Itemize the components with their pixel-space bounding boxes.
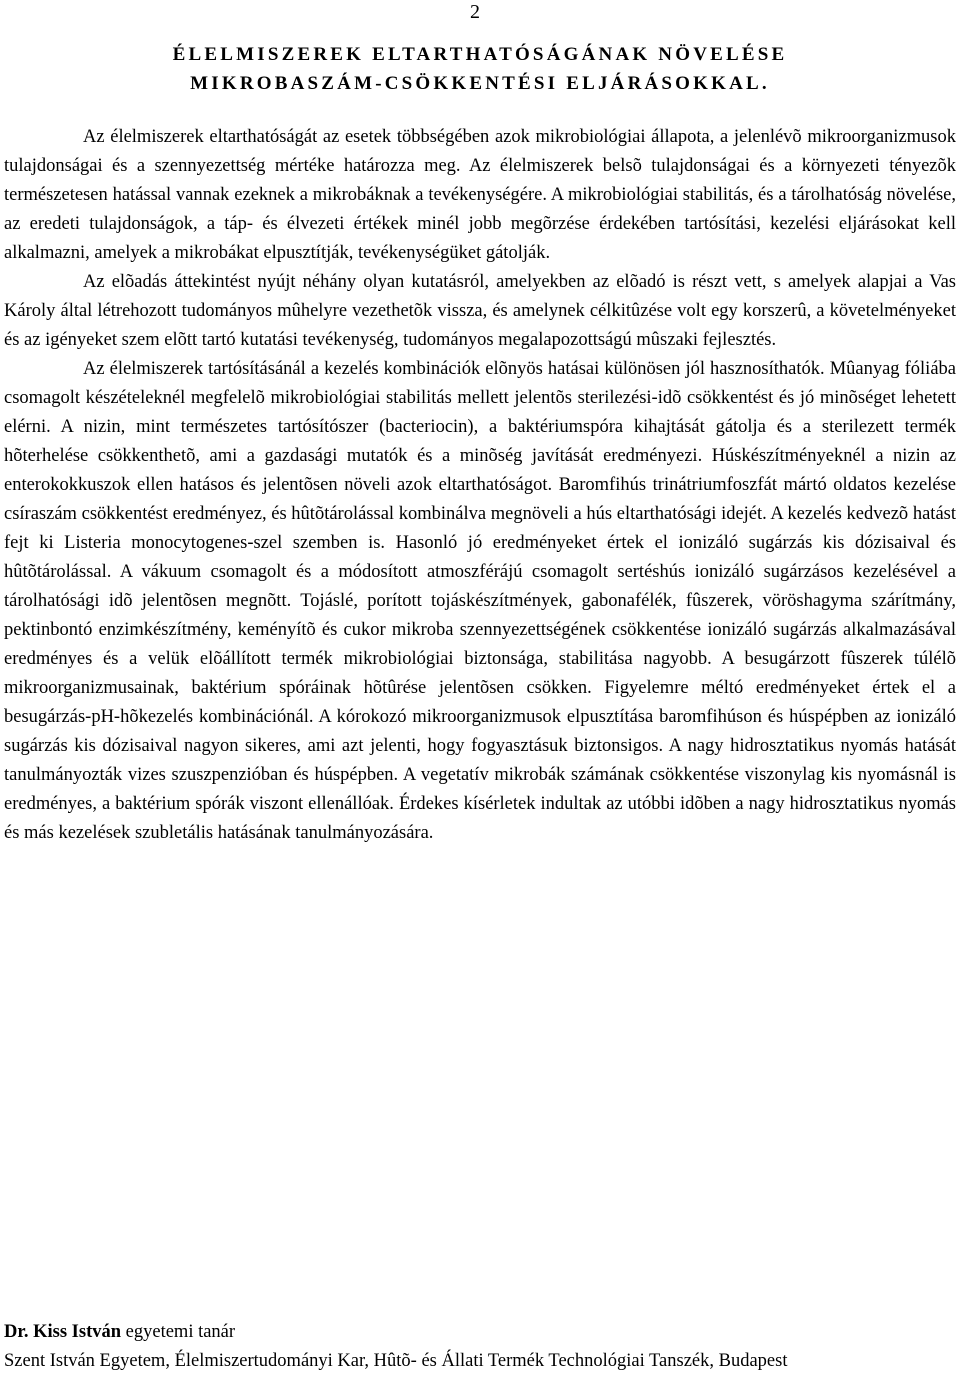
paragraph-intro: Az élelmiszerek eltarthatóságát az esetek többségében azok mikrobiológiai állapota, a jelenlévõ mikroorganizmusok tulajdonságai és a szennyezettség mértéke határozza meg. Az élelmiszerek belsõ tulajdonságai és a környezeti tényezõk természetesen hatással vannak ezeknek a mikrobáknak a tevékenységére. A mikrobiológiai stabilitás, és a tárolhatóság növelése, az eredeti tulajdonságok, a táp- és élvezeti értékek minél jobb megõrzése érdekében tartósítási, kezelési eljárásokat kell alkalmazni, amelyek a mikrobákat elpusztítják, tevékenységüket gátolják. [4, 127, 956, 263]
paragraph-overview: Az elõadás áttekintést nyújt néhány olyan kutatásról, amelyekben az elõadó is részt vett, s amelyek alapjai a Vas Károly által létrehozott tudományos mûhelyre vezethetõk vissza, és amelynek célkitûzése volt egy korszerû, a követelményeket és az igényeket szem elõtt tartó kutatási tevékenység, tudományos megalapozottságú mûszaki fejlesztés. [4, 272, 956, 350]
paragraph-combinations: Az élelmiszerek tartósításánál a kezelés kombinációk elõnyös hatásai különösen jól hasznosíthatók. Mûanyag fóliába csomagolt készételeknél megfelelõ mikrobiológiai stabilitás mellett jelentõs sterilezési-idõ csökkentést és jó minõséget lehetett elérni. A nizin, mint természetes tartósítószer (bacteriocin), a baktériumspóra kihajtását gátolja és a sterilezett termék hõterhelése csökkenthetõ, ami a gazdasági mutatók és a minõség javítását eredményezi. Húskészítményeknél a nizin az enterokokkuszok ellen hatásos és jelentõsen növeli azok eltarthatóságot. Baromfihús trinátriumfoszfát mártó oldatos kezelése csíraszám csökkentést eredményez, és hûtõtárolással kombinálva megnöveli a hús eltarthatósági idejét. A kezelés kedvezõ hatást fejt ki Listeria monocytogenes-szel szemben is. Hasonló jó eredményeket értek el ionizáló sugárzás kis dózisaival és hûtõtárolással. A vákuum csomagolt és a módosított atmoszférájú csomagolt sertéshús ionizáló sugárzásos kezelésével a tárolhatósági idõ jelentõsen megnõtt. Tojáslé, porított tojáskészítmények, gabonafélék, fûszerek, vöröshagyma szárítmány, pektinbontó enzimkészítmény, keményítõ és cukor mikroba szennyezettségének csökkentése ionizáló sugárzás alkalmazásával eredményes és a velük elõállított termék mikrobiológiai biztonsága, stabilitása nagyobb. A besugárzott fûszerek túlélõ mikroorganizmusainak, baktérium spóráinak hõtûrése jelentõsen csökken. Figyelemre méltó eredményeket értek el a besugárzás-pH-hõkezelés kombinációnál. A kórokozó mikroorganizmusok elpusztítása baromfihúson és húspépben az ionizáló sugárzás kis dózisaival nagyon sikeres, ami azt jelenti, hogy fogyasztásuk biztonsigos. A nagy hidrosztatikus nyomás hatását tanulmányozták vizes szuszpenzióban és húspépben. A vegetatív mikrobák számának csökkentése viszonylag kis nyomásnál is eredményes, a baktérium spórák viszont ellenállóak. Érdekes kísérletek indultak az utóbbi idõben a nagy hidrosztatikus nyomás és más kezelések szubletális hatásának tanulmányozására. [4, 359, 956, 843]
author-name: Dr. Kiss István [4, 1322, 122, 1342]
author-affiliation: Szent István Egyetem, Élelmiszertudományi Kar, Hûtõ- és Állati Termék Technológiai Tanszék, Budapest [4, 1351, 788, 1371]
author-role: egyetemi tanár [121, 1322, 236, 1342]
page-number: 2 [470, 1, 480, 23]
title-line-2: MIKROBASZÁM-CSÖKKENTÉSI ELJÁRÁSOKKAL. [190, 73, 770, 94]
author-signature [4, 1318, 956, 1376]
title-line-1: ÉLELMISZEREK ELTARTHATÓSÁGÁNAK NÖVELÉSE [172, 44, 788, 65]
body-text [4, 123, 956, 848]
document-title [0, 40, 960, 98]
author-line [4, 1318, 956, 1347]
